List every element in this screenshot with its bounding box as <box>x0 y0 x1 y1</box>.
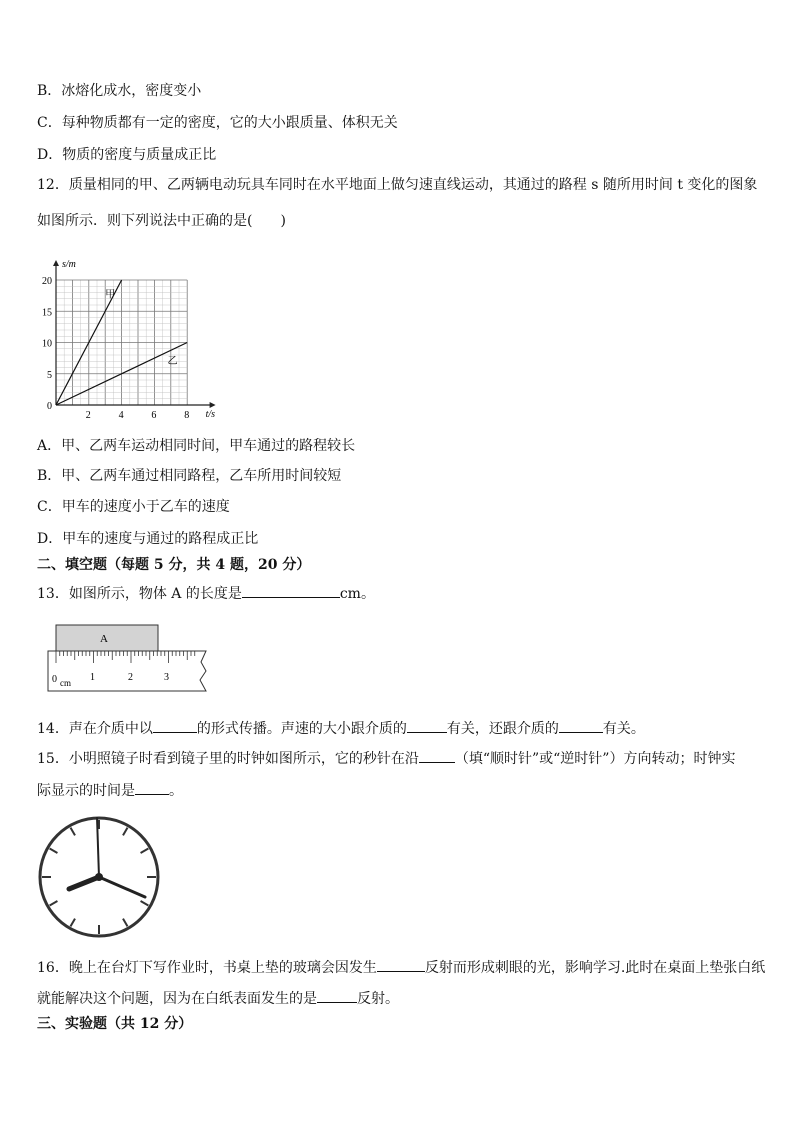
y-tick-label: 20 <box>42 276 52 287</box>
q14-blank-1[interactable] <box>153 718 197 733</box>
x-tick-label: 6 <box>151 410 157 421</box>
q15-line1 <box>37 748 735 768</box>
x-tick-label: 2 <box>85 410 91 421</box>
y-tick-label: 5 <box>47 369 52 381</box>
q16-blank-2[interactable] <box>317 988 357 1003</box>
chart-grid <box>56 280 187 405</box>
q13-answer-blank[interactable] <box>242 583 340 598</box>
q15-line1-suffix: （填“顺时针”或“逆时针”）方向转动；时钟实 <box>454 751 736 767</box>
q16-line2-prefix: 就能解决这个问题，因为在白纸表面发生的是 <box>37 991 317 1007</box>
mirror-clock-icon <box>36 815 164 939</box>
y-tick-label: 15 <box>42 307 52 319</box>
x-axis-arrow <box>210 402 216 408</box>
series-label-1: 乙 <box>167 355 178 367</box>
q16-line2-suffix: 反射。 <box>357 991 399 1007</box>
q14-part1: 14．声在介质中以 <box>37 721 153 737</box>
y-tick-label: 10 <box>42 338 52 350</box>
q14-part3: 有关，还跟介质的 <box>446 721 559 737</box>
q15-line2-prefix: 际显示的时间是 <box>37 783 135 799</box>
q14-blank-2[interactable] <box>407 718 447 733</box>
y-axis-label: s/m <box>62 259 76 270</box>
q14-part2: 的形式传播。声速的大小跟介质的 <box>196 721 407 737</box>
ruler-figure <box>46 622 212 694</box>
q16-line1-prefix: 16．晚上在台灯下写作业时，书桌上垫的玻璃会因发生 <box>37 960 377 976</box>
q14-part4: 有关。 <box>602 721 645 737</box>
q13-stem <box>37 583 375 603</box>
q14-stem <box>37 718 645 738</box>
st-graph <box>36 250 226 422</box>
q11-option-d: D．物质的密度与质量成正比 <box>37 147 217 163</box>
q16-line1 <box>37 957 765 977</box>
q16-line1-suffix: 反射而形成刺眼的光，影响学习.此时在桌面上垫张白纸 <box>424 960 766 976</box>
q13-stem-prefix: 13．如图所示，物体 A 的长度是 <box>37 586 242 602</box>
y-axis-arrow <box>53 260 59 266</box>
x-axis-label: t/s <box>205 409 216 420</box>
series-label-0: 甲 <box>105 289 116 301</box>
clock-center <box>95 873 103 881</box>
q12-option-b: B．甲、乙两车通过相同路程，乙车所用时间较短 <box>37 468 342 484</box>
ruler-label-2: 2 <box>128 672 133 683</box>
chart-axes <box>53 260 216 408</box>
q15-line2 <box>37 780 183 800</box>
q16-line2 <box>37 988 399 1008</box>
origin-label: 0 <box>47 401 52 412</box>
q15-line2-suffix: 。 <box>169 783 183 799</box>
ruler-label-1: 1 <box>90 672 95 683</box>
x-tick-label: 4 <box>118 410 124 421</box>
q15-blank-2[interactable] <box>135 780 169 795</box>
q12-option-d: D．甲车的速度与通过的路程成正比 <box>37 531 259 547</box>
q12-stem-line1: 12．质量相同的甲、乙两辆电动玩具车同时在水平地面上做匀速直线运动，其通过的路程 s 随所用时间 t 变化的图象 <box>37 177 758 193</box>
section2-title: 二、填空题（每题 5 分，共 4 题，20 分） <box>37 557 311 573</box>
ruler-label-0: 0 <box>52 674 57 685</box>
chart-labels <box>42 259 215 421</box>
q16-blank-1[interactable] <box>377 957 425 972</box>
q12-stem-line2: 如图所示．则下列说法中正确的是( ) <box>37 213 286 229</box>
q15-blank-1[interactable] <box>419 748 455 763</box>
section3-title: 三、实验题（共 12 分） <box>37 1016 193 1032</box>
q12-option-c: C．甲车的速度小于乙车的速度 <box>37 499 230 515</box>
ruler-label-3: 3 <box>164 672 169 683</box>
q14-blank-3[interactable] <box>559 718 603 733</box>
ruler-label-cm: cm <box>60 678 71 688</box>
x-tick-label: 8 <box>184 410 190 421</box>
q11-option-b: B．冰熔化成水，密度变小 <box>37 83 202 99</box>
q11-option-c: C．每种物质都有一定的密度，它的大小跟质量、体积无关 <box>37 115 398 131</box>
ruler-body <box>48 651 206 691</box>
q13-stem-suffix: cm。 <box>339 586 375 602</box>
q12-option-a: A．甲、乙两车运动相同时间，甲车通过的路程较长 <box>37 438 356 454</box>
object-a-label: A <box>100 633 108 645</box>
q15-line1-prefix: 15．小明照镜子时看到镜子里的时钟如图所示，它的秒针在沿 <box>37 751 419 767</box>
